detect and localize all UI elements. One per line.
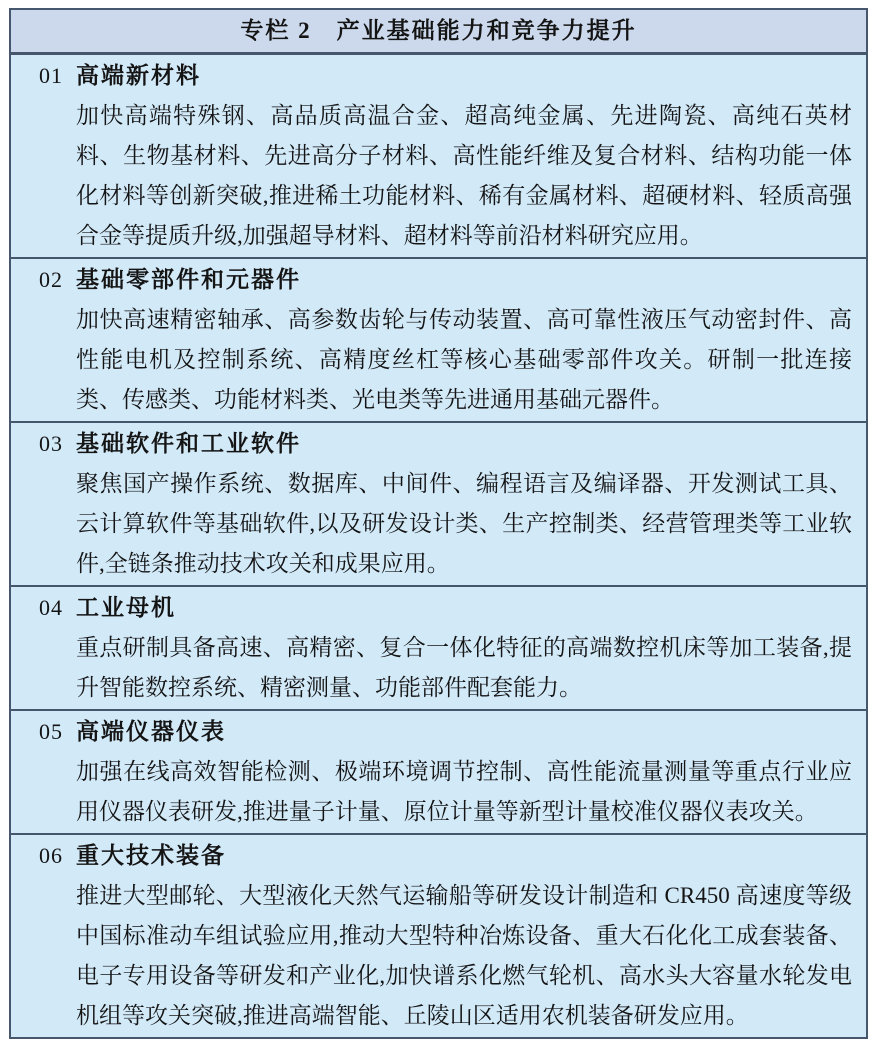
section-number: 02 — [39, 267, 63, 292]
section-05 — [11, 711, 866, 835]
section-01 — [11, 55, 866, 259]
section-heading-line — [39, 424, 852, 464]
section-03 — [11, 423, 866, 587]
box-title: 专栏 2 产业基础能力和竞争力提升 — [11, 10, 866, 55]
section-heading: 高端仪器仪表 — [76, 719, 226, 744]
section-heading-line — [39, 836, 852, 876]
section-number: 05 — [39, 719, 63, 744]
section-06 — [11, 835, 866, 1037]
box-body — [11, 55, 866, 1037]
section-body: 聚焦国产操作系统、数据库、中间件、编程语言及编译器、开发测试工具、云计算软件等基础软件,以及研发设计类、生产控制类、经营管理类等工业软件,全链条推动技术攻关和成果应用。 — [76, 471, 852, 576]
section-body: 加强在线高效智能检测、极端环境调节控制、高性能流量测量等重点行业应用仪器仪表研发,推进量子计量、原位计量等新型计量校准仪器仪表攻关。 — [76, 759, 852, 824]
section-heading: 重大技术装备 — [76, 843, 226, 868]
section-02 — [11, 259, 866, 423]
section-heading: 工业母机 — [76, 595, 176, 620]
box-panel — [9, 8, 868, 1039]
section-heading-line — [39, 56, 852, 96]
section-body: 推进大型邮轮、大型液化天然气运输船等研发设计制造和 CR450 高速度等级中国标准动车组试验应用,推动大型特种冶炼设备、重大石化化工成套装备、电子专用设备等研发和产业化,加快谱系化燃气轮机、高水头大容量水轮发电机组等攻关突破,推进高端智能、丘陵山区适用农机装备研发应用。 — [76, 883, 852, 1028]
section-number: 04 — [39, 595, 63, 620]
section-body: 加快高速精密轴承、高参数齿轮与传动装置、高可靠性液压气动密封件、高性能电机及控制系统、高精度丝杠等核心基础零部件攻关。研制一批连接类、传感类、功能材料类、光电类等先进通用基础元器件。 — [76, 307, 852, 412]
section-number: 06 — [39, 843, 63, 868]
section-number: 03 — [39, 431, 63, 456]
section-heading: 基础软件和工业软件 — [76, 431, 301, 456]
section-heading: 基础零部件和元器件 — [76, 267, 301, 292]
section-heading-line — [39, 712, 852, 752]
section-number: 01 — [39, 63, 63, 88]
section-heading-line — [39, 588, 852, 628]
section-body: 加快高端特殊钢、高品质高温合金、超高纯金属、先进陶瓷、高纯石英材料、生物基材料、先进高分子材料、高性能纤维及复合材料、结构功能一体化材料等创新突破,推进稀土功能材料、稀有金属材料、超硬材料、轻质高强合金等提质升级,加强超导材料、超材料等前沿材料研究应用。 — [76, 103, 852, 248]
section-body: 重点研制具备高速、高精密、复合一体化特征的高端数控机床等加工装备,提升智能数控系统、精密测量、功能部件配套能力。 — [76, 635, 852, 700]
section-heading: 高端新材料 — [76, 63, 201, 88]
section-04 — [11, 587, 866, 711]
section-heading-line — [39, 260, 852, 300]
